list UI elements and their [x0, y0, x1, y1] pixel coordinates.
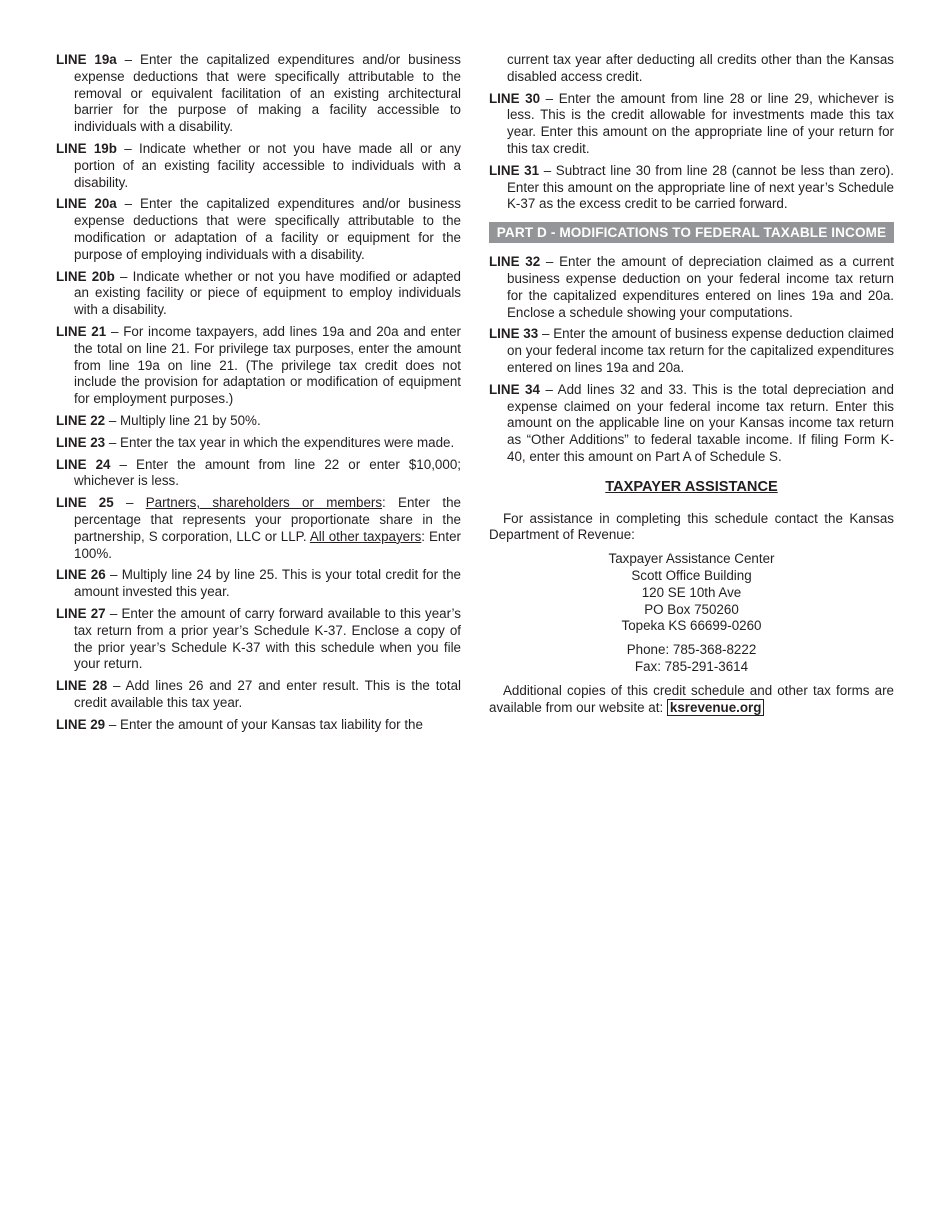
- line-label: LINE 20b: [56, 268, 115, 284]
- line-label: LINE 21: [56, 323, 107, 339]
- additional-copies-note: [489, 683, 894, 717]
- line-24-instruction: [56, 457, 461, 491]
- line-label: LINE 24: [56, 456, 111, 472]
- line-23-instruction: [56, 435, 461, 452]
- line-text: – Enter the amount of your Kansas tax liability for the: [105, 716, 423, 732]
- line-text: – Add lines 26 and 27 and enter result. This is the total credit available this tax year.: [74, 678, 461, 710]
- line-26-instruction: [56, 567, 461, 601]
- partners-text: : Enter the percentage that represents your proportionate share in the partnership, S corporation, LLC or LLP.: [74, 495, 461, 544]
- line-label: LINE 31: [489, 162, 540, 178]
- line-28-instruction: [56, 678, 461, 712]
- line-text: – Subtract line 30 from line 28 (cannot be less than zero). Enter this amount on the appropriate line of next year’s Schedule K-37 as the excess credit to be carried forward.: [507, 162, 894, 212]
- line-text: – Enter the capitalized expenditures and/or business expense deductions that were specifically attributable to the modification or adaptation of a facility or equipment for the purpose of employing individuals with a disability.: [74, 196, 461, 262]
- line-label: LINE 29: [56, 716, 106, 732]
- line-label: LINE 26: [56, 567, 106, 583]
- line-29-instruction: [56, 717, 461, 734]
- line-dash: –: [113, 495, 146, 511]
- line-text: – Multiply line 24 by line 25. This is your total credit for the amount invested this year.: [74, 567, 461, 600]
- line-31-instruction: [489, 163, 894, 213]
- partners-term: Partners, shareholders or members: [145, 495, 383, 511]
- line-label: LINE 33: [489, 326, 539, 342]
- line-20b-instruction: [56, 269, 461, 319]
- line-29-continuation: current tax year after deducting all credits other than the Kansas disabled access credit.: [507, 52, 894, 84]
- line-label: LINE 34: [489, 381, 540, 397]
- left-column: [56, 52, 461, 738]
- address-line: Taxpayer Assistance Center: [608, 551, 775, 567]
- line-label: LINE 20a: [56, 196, 117, 212]
- line-34-instruction: [489, 382, 894, 466]
- line-19a-instruction: [56, 52, 461, 136]
- other-taxpayers-term: All other taxpayers: [309, 528, 422, 544]
- line-label: LINE 19a: [56, 52, 117, 67]
- website-link[interactable]: ksrevenue.org: [667, 699, 765, 716]
- line-27-instruction: [56, 606, 461, 673]
- address-line: Topeka KS 66699-0260: [621, 618, 762, 634]
- copies-text: Additional copies of this credit schedule and other tax forms are available from our website at:: [489, 682, 894, 715]
- address-line: PO Box 750260: [644, 601, 739, 617]
- line-text: – Enter the amount of depreciation claimed as a current business expense deduction on your federal income tax return for the capitalized expenditures entered on lines 19a and 20a. Enclose a schedule showing your computations.: [507, 254, 894, 320]
- part-d-header: PART D - MODIFICATIONS TO FEDERAL TAXABLE INCOME: [489, 222, 894, 243]
- line-33-instruction: [489, 326, 894, 376]
- line-22-instruction: [56, 413, 461, 430]
- address-line: 120 SE 10th Ave: [641, 584, 742, 600]
- assistance-contact: [489, 642, 894, 676]
- line-20a-instruction: [56, 196, 461, 263]
- line-text: – Enter the amount from line 22 or enter $10,000; whichever is less.: [74, 456, 461, 489]
- line-19b-instruction: [56, 141, 461, 191]
- line-text: – Add lines 32 and 33. This is the total depreciation and expense claimed on your federal income tax return. Enter this amount on the applicable line on your Kansas income tax return as “Other Additions” to federal taxable income. If filing Form K-40, enter this amount on Part A of Schedule S.: [507, 381, 894, 464]
- line-label: LINE 27: [56, 605, 106, 621]
- line-label: LINE 22: [56, 412, 106, 428]
- line-label: LINE 28: [56, 678, 108, 694]
- fax-number: Fax: 785-291-3614: [634, 658, 749, 674]
- line-text: – Enter the amount of business expense deduction claimed on your federal income tax return for the capitalized expenditures entered on lines 19a and 20a.: [507, 326, 894, 375]
- address-line: Scott Office Building: [631, 567, 752, 583]
- line-label: LINE 32: [489, 254, 541, 270]
- line-text: – Enter the capitalized expenditures and/or business expense deductions that were specifically attributable to the removal or equivalent facilitation of an existing architectural barrier for the purpose of making a facility accessible to individuals with a disability.: [74, 52, 461, 135]
- taxpayer-assistance-title: TAXPAYER ASSISTANCE: [605, 478, 778, 495]
- line-32-instruction: [489, 254, 894, 321]
- line-text: – Indicate whether or not you have made all or any portion of an existing facility accessible to individuals with a disability.: [74, 140, 461, 190]
- others-text: : Enter 100%.: [74, 528, 461, 561]
- assistance-address: [489, 551, 894, 635]
- line-21-instruction: [56, 324, 461, 408]
- line-label: LINE 30: [489, 90, 541, 106]
- assistance-intro: For assistance in completing this schedule contact the Kansas Department of Revenue:: [489, 510, 894, 543]
- line-text: – Multiply line 21 by 50%.: [105, 412, 261, 428]
- line-text: – Enter the tax year in which the expenditures were made.: [105, 434, 455, 450]
- phone-number: Phone: 785-368-8222: [626, 642, 757, 658]
- line-30-instruction: [489, 91, 894, 158]
- line-label: LINE 23: [56, 434, 106, 450]
- line-text: – For income taxpayers, add lines 19a and 20a and enter the total on line 21. For privilege tax purposes, enter the amount from line 19a on line 21. (The privilege tax credit does not include the provision for adaptation or modification of equipment for employment purposes.): [74, 323, 461, 407]
- line-text: – Enter the amount from line 28 or line 29, whichever is less. This is the credit allowable for investments made this tax year. Enter this amount on the appropriate line of your return for this tax credit.: [507, 90, 894, 156]
- line-text: – Enter the amount of carry forward available to this year’s tax return from a prior year’s Schedule K-37. Enclose a copy of the prior year’s Schedule K-37 with this schedule when you file your return.: [74, 605, 461, 672]
- line-text: – Indicate whether or not you have modified or adapted an existing facility or piece of equipment to employ individuals with a disability.: [74, 268, 462, 318]
- line-label: LINE 19b: [56, 140, 117, 156]
- right-column: [489, 52, 894, 723]
- line-25-instruction: [56, 495, 461, 562]
- line-label: LINE 25: [56, 495, 114, 511]
